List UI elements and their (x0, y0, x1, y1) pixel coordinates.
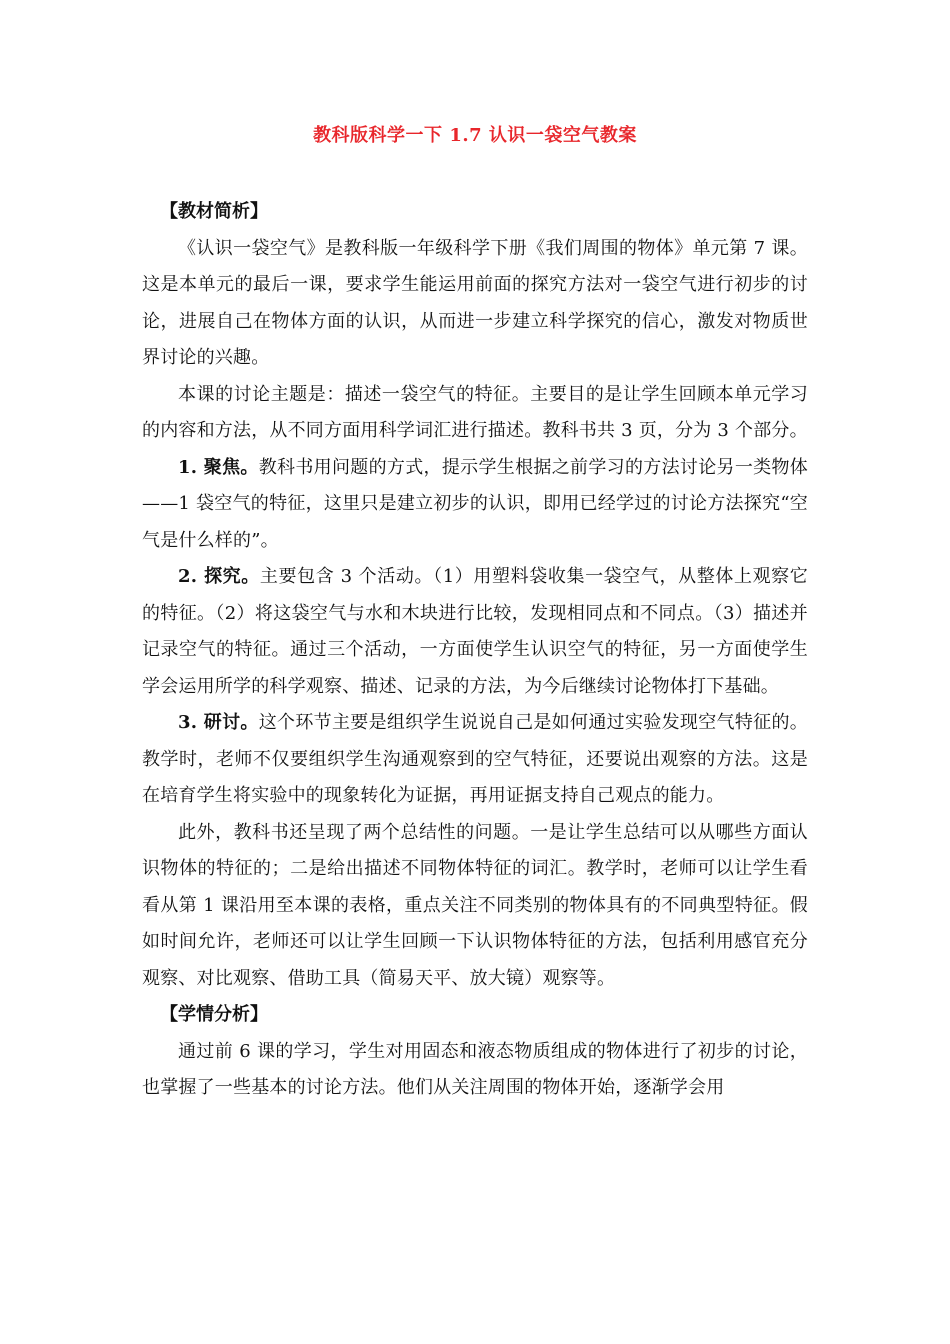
paragraph-text: 通过前 6 课的学习，学生对用固态和液态物质组成的物体进行了初步的讨论，也掌握了一些基本的讨论方法。他们从关注周围的物体开始，逐渐学会用 (142, 1040, 808, 1098)
document-page (142, 120, 808, 1107)
section-heading: 【教材简析】 (160, 201, 268, 222)
paragraph (142, 815, 808, 998)
paragraph (142, 705, 808, 815)
section-learner-analysis (142, 997, 808, 1107)
paragraph-lead: 2. 探究。 (178, 566, 260, 587)
paragraph-text: 主要包含 3 个活动。（1）用塑料袋收集一袋空气，从整体上观察它的特征。（2）将这袋空气与水和木块进行比较，发现相同点和不同点。（3）描述并记录空气的特征。通过三个活动，一方面使学生认识空气的特征，另一方面使学生学会运用所学的科学观察、描述、记录的方法，为今后继续讨论物体打下基础。 (142, 566, 808, 697)
paragraph (142, 231, 808, 377)
paragraph-text: 《认识一袋空气》是教科版一年级科学下册《我们周围的物体》单元第 7 课。这是本单元的最后一课，要求学生能运用前面的探究方法对一袋空气进行初步的讨论，进展自己在物体方面的认识，从而进一步建立科学探究的信心，激发对物质世界讨论的兴趣。 (142, 237, 808, 368)
paragraph (142, 377, 808, 450)
paragraph (142, 1034, 808, 1107)
paragraph-text: 这个环节主要是组织学生说说自己是如何通过实验发现空气特征的。教学时，老师不仅要组织学生沟通观察到的空气特征，还要说出观察的方法。这是在培育学生将实验中的现象转化为证据，再用证据支持自己观点的能力。 (142, 712, 808, 806)
paragraph (142, 559, 808, 705)
document-title: 教科版科学一下 1.7 认识一袋空气教案 (313, 125, 637, 146)
section-textbook-analysis (142, 194, 808, 997)
section-heading: 【学情分析】 (160, 1004, 268, 1025)
paragraph-text: 本课的讨论主题是：描述一袋空气的特征。主要目的是让学生回顾本单元学习的内容和方法，从不同方面用科学词汇进行描述。教科书共 3 页，分为 3 个部分。 (142, 383, 808, 441)
paragraph-text: 此外，教科书还呈现了两个总结性的问题。一是让学生总结可以从哪些方面认识物体的特征的；二是给出描述不同物体特征的词汇。教学时，老师可以让学生看看从第 1 课沿用至本课的表格，重点关注不同类别的物体具有的不同典型特征。假如时间允许，老师还可以让学生回顾一下认识物体特征的方法，包括利用感官充分观察、对比观察、借助工具（简易天平、放大镜）观察等。 (142, 821, 808, 989)
paragraph-text: 教科书用问题的方式，提示学生根据之前学习的方法讨论另一类物体——1 袋空气的特征，这里只是建立初步的认识，即用已经学过的讨论方法探究“空气是什么样的”。 (142, 456, 808, 551)
paragraph-lead: 3. 研讨。 (178, 712, 259, 733)
paragraph-lead: 1. 聚焦。 (178, 456, 259, 478)
paragraph (142, 450, 808, 560)
